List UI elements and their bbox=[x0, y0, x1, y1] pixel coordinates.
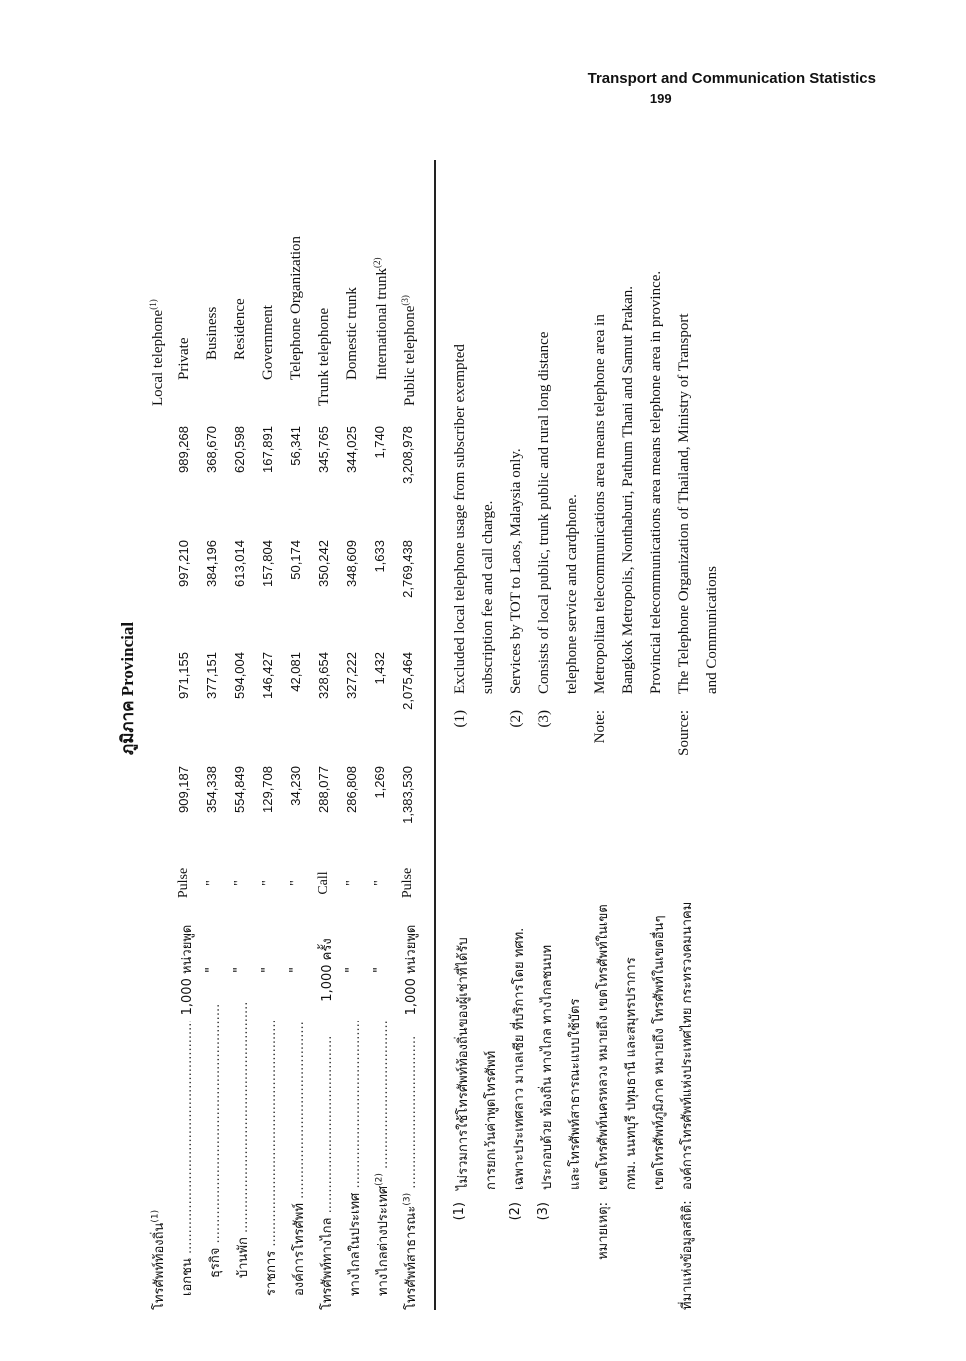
row-value: 56,341 bbox=[288, 426, 303, 466]
row-unit-type: " bbox=[204, 880, 219, 886]
row-value: 1,432 bbox=[372, 652, 387, 685]
note-text-thai: เขตโทรศัพท์นครหลวง หมายถึง เขตโทรศัพท์ในเขต bbox=[596, 904, 611, 1190]
note-marker-english: (2) bbox=[508, 710, 524, 728]
row-label-english bbox=[372, 134, 391, 406]
row-value: 384,196 bbox=[204, 540, 219, 587]
note-marker-english: Source: bbox=[676, 710, 692, 756]
note-marker-thai: (3) bbox=[536, 1202, 551, 1221]
row-value: 594,004 bbox=[232, 652, 247, 699]
row-value: 286,808 bbox=[344, 766, 359, 813]
table-divider bbox=[434, 160, 436, 1310]
row-unit: " bbox=[288, 967, 303, 973]
note-text-thai: และโทรศัพท์สาธารณะแบบใช้บัตร bbox=[568, 998, 583, 1190]
row-value: 42,081 bbox=[288, 652, 303, 692]
note-row-english bbox=[504, 160, 532, 1310]
region-english: Provincial bbox=[118, 621, 137, 697]
row-label-english bbox=[288, 134, 305, 406]
note-text-english: Bangkok Metropolis, Nonthaburi, Pathum Thani and Samut Prakan. bbox=[620, 285, 636, 694]
row-label-thai bbox=[260, 1021, 281, 1310]
row-label-thai-text: บ้านพัก bbox=[236, 1237, 251, 1278]
row-value: 1,383,530 bbox=[400, 766, 415, 824]
row-label-english-text: Local telephone bbox=[150, 309, 166, 406]
row-label-english-text: Domestic trunk bbox=[344, 287, 360, 380]
row-label-thai-footnote: (2) bbox=[374, 1173, 385, 1186]
row-unit-type: Pulse bbox=[176, 867, 191, 899]
row-label-thai bbox=[288, 1021, 309, 1310]
note-text-english: Services by TOT to Laos, Malaysia only. bbox=[508, 448, 524, 694]
note-row-english bbox=[616, 160, 644, 1310]
row-value: 1,269 bbox=[372, 766, 387, 799]
table-row bbox=[226, 160, 254, 1310]
table-row bbox=[338, 160, 366, 1310]
row-value: 989,268 bbox=[176, 426, 191, 473]
row-value: 1,633 bbox=[372, 540, 387, 573]
row-label-thai-footnote: (1) bbox=[150, 1209, 161, 1223]
row-label-thai-text: องค์การโทรศัพท์ bbox=[292, 1203, 307, 1296]
row-label-english-footnote: (3) bbox=[400, 295, 410, 306]
note-text-thai: กทม. นนทบุรี ปทุมธานี และสมุทรปราการ bbox=[624, 957, 639, 1190]
row-label-thai-text: โทรศัพท์ทางไกล bbox=[320, 1217, 335, 1310]
row-label-thai-text: ทางไกลต่างประเทศ bbox=[376, 1185, 391, 1296]
row-label-thai-text: ทางไกลในประเทศ bbox=[348, 1192, 363, 1296]
note-text-thai: ไม่รวมการใช้โทรศัพท์ท้องถิ่นของผู้เช่าที่ได้รับ bbox=[456, 937, 471, 1190]
row-unit: 1,000 ครั้ง bbox=[320, 938, 335, 1002]
row-label-english-text: Private bbox=[176, 337, 192, 380]
note-text-english: telephone service and cardphone. bbox=[564, 494, 580, 694]
row-label-english-text: Residence bbox=[232, 298, 248, 360]
note-row-english bbox=[672, 160, 700, 1310]
row-value: 909,187 bbox=[176, 766, 191, 813]
row-unit: " bbox=[372, 967, 387, 973]
row-label-english-text: Telephone Organization bbox=[288, 235, 304, 380]
row-label-english-text: International trunk bbox=[374, 267, 390, 380]
note-text-english: subscription fee and call charge. bbox=[480, 500, 496, 694]
row-value: 350,242 bbox=[316, 540, 331, 587]
row-label-thai-text: โทรศัพท์สาธารณะ bbox=[404, 1205, 419, 1310]
note-text-thai: เฉพาะประเทศลาว มาเลเซีย ที่บริการโดย ทศท. bbox=[512, 927, 527, 1190]
table-row bbox=[394, 160, 422, 1310]
table-row bbox=[310, 160, 338, 1310]
row-value: 971,155 bbox=[176, 652, 191, 699]
row-unit: " bbox=[260, 967, 275, 973]
footnotes-english bbox=[448, 160, 728, 1310]
row-label-english-footnote: (2) bbox=[372, 257, 382, 268]
row-value: 3,208,978 bbox=[400, 426, 415, 484]
row-value: 345,765 bbox=[316, 426, 331, 473]
note-marker-english: Note: bbox=[592, 710, 608, 744]
row-value: 348,609 bbox=[344, 540, 359, 587]
row-value: 328,654 bbox=[316, 652, 331, 699]
note-row-english bbox=[700, 160, 728, 1310]
row-value: 34,230 bbox=[288, 766, 303, 806]
row-label-thai-footnote: (3) bbox=[402, 1192, 413, 1206]
row-label-english-footnote: (1) bbox=[148, 299, 158, 310]
row-label-english bbox=[148, 160, 167, 406]
row-unit-type: " bbox=[260, 880, 275, 886]
note-text-thai: เขตโทรศัพท์ภูมิภาค หมายถึง โทรศัพท์ในเขตอื่นๆ bbox=[652, 915, 667, 1190]
row-label-thai bbox=[316, 1035, 337, 1310]
row-label-english-text: Trunk telephone bbox=[316, 307, 332, 406]
row-value: 613,014 bbox=[232, 540, 247, 587]
row-value: 997,210 bbox=[176, 540, 191, 587]
row-value: 377,151 bbox=[204, 652, 219, 699]
row-unit-type: " bbox=[232, 880, 247, 886]
note-marker-thai: (2) bbox=[508, 1202, 523, 1221]
note-row-english bbox=[476, 160, 504, 1310]
note-marker-thai: ที่มาแห่งข้อมูลสถิติ: bbox=[680, 1200, 695, 1310]
row-label-english bbox=[400, 160, 419, 406]
note-text-thai: ประกอบด้วย ท้องถิ่น ทางไกล ทางไกลชนบท bbox=[540, 944, 555, 1190]
table-row bbox=[142, 160, 170, 1310]
note-marker-english: (3) bbox=[536, 710, 552, 728]
note-row-english bbox=[448, 160, 476, 1310]
row-value: 1,740 bbox=[372, 426, 387, 459]
table-row bbox=[366, 160, 394, 1310]
row-label-thai-text: ธุรกิจ bbox=[208, 1247, 223, 1278]
row-value: 146,427 bbox=[260, 652, 275, 699]
row-unit-type: " bbox=[372, 880, 387, 886]
table-row bbox=[198, 160, 226, 1310]
rotated-table-block bbox=[108, 160, 720, 1310]
row-value: 344,025 bbox=[344, 426, 359, 473]
row-value: 2,075,464 bbox=[400, 652, 415, 710]
row-value: 354,338 bbox=[204, 766, 219, 813]
row-label-english bbox=[232, 114, 249, 406]
row-value: 288,077 bbox=[316, 766, 331, 813]
row-label-english bbox=[176, 134, 193, 406]
row-unit: 1,000 หน่วยพูด bbox=[404, 924, 419, 1016]
note-row-english bbox=[644, 160, 672, 1310]
region-thai: ภูมิภาค bbox=[118, 700, 138, 755]
row-value: 157,804 bbox=[260, 540, 275, 587]
row-value: 2,769,438 bbox=[400, 540, 415, 598]
row-unit-type: " bbox=[288, 880, 303, 886]
row-label-thai bbox=[204, 1003, 225, 1310]
row-label-english bbox=[260, 134, 277, 406]
footnotes bbox=[448, 160, 720, 1310]
row-label-thai bbox=[344, 1021, 365, 1310]
row-unit: " bbox=[232, 967, 247, 973]
row-label-thai bbox=[232, 1003, 253, 1310]
row-label-thai-text: โทรศัพท์ท้องถิ่น bbox=[152, 1222, 167, 1310]
row-label-english-text: Public telephone bbox=[402, 305, 418, 406]
note-row-english bbox=[560, 160, 588, 1310]
row-value: 368,670 bbox=[204, 426, 219, 473]
row-value: 167,891 bbox=[260, 426, 275, 473]
row-label-thai bbox=[400, 1035, 421, 1310]
row-value: 50,174 bbox=[288, 540, 303, 580]
note-text-english: Excluded local telephone usage from subscriber exempted bbox=[452, 344, 468, 694]
region-subtitle bbox=[114, 622, 141, 755]
row-label-thai bbox=[176, 1021, 197, 1310]
note-marker-english: (1) bbox=[452, 710, 468, 728]
row-unit-type: Pulse bbox=[400, 867, 415, 899]
note-marker-thai: (1) bbox=[452, 1202, 467, 1221]
row-label-english bbox=[316, 160, 333, 406]
row-label-thai bbox=[148, 1035, 169, 1310]
row-unit: 1,000 หน่วยพูด bbox=[180, 924, 195, 1016]
note-text-thai: การยกเว้นค่าพูดโทรศัพท์ bbox=[484, 1050, 499, 1190]
row-value: 554,849 bbox=[232, 766, 247, 813]
note-text-thai: องค์การโทรศัพท์แห่งประเทศไทย กระทรวงคมนาคม bbox=[680, 901, 695, 1190]
row-value: 620,598 bbox=[232, 426, 247, 473]
row-unit-type: Call bbox=[316, 871, 331, 895]
note-row-english bbox=[532, 160, 560, 1310]
note-row-english bbox=[588, 160, 616, 1310]
note-text-english: and Communications bbox=[704, 566, 720, 694]
page-number: 199 bbox=[649, 91, 672, 106]
row-unit: " bbox=[204, 967, 219, 973]
row-label-english-text: Business bbox=[204, 306, 220, 360]
row-label-english-text: Government bbox=[260, 305, 276, 380]
note-marker-thai: หมายเหตุ: bbox=[596, 1202, 611, 1260]
page-header bbox=[588, 70, 876, 106]
row-label-thai-text: ราชการ bbox=[264, 1250, 279, 1296]
row-unit-type: " bbox=[344, 880, 359, 886]
note-text-english: Consists of local public, trunk public and rural long distance bbox=[536, 331, 552, 694]
running-title: Transport and Communication Statistics bbox=[587, 70, 876, 87]
note-text-english: Provincial telecommunications area means telephone area in province. bbox=[648, 270, 664, 694]
table-row bbox=[282, 160, 310, 1310]
table-row bbox=[170, 160, 198, 1310]
table-row bbox=[254, 160, 282, 1310]
row-label-english bbox=[204, 114, 221, 406]
row-label-english bbox=[344, 134, 361, 406]
row-label-thai-text: เอกชน bbox=[180, 1258, 195, 1296]
data-table bbox=[142, 160, 422, 1310]
row-value: 327,222 bbox=[344, 652, 359, 699]
row-unit: " bbox=[344, 967, 359, 973]
note-text-english: Metropolitan telecommunications area means telephone area in bbox=[592, 314, 608, 694]
row-value: 129,708 bbox=[260, 766, 275, 813]
row-label-thai bbox=[372, 1021, 393, 1310]
note-text-english: The Telephone Organization of Thailand, Ministry of Transport bbox=[676, 313, 692, 694]
